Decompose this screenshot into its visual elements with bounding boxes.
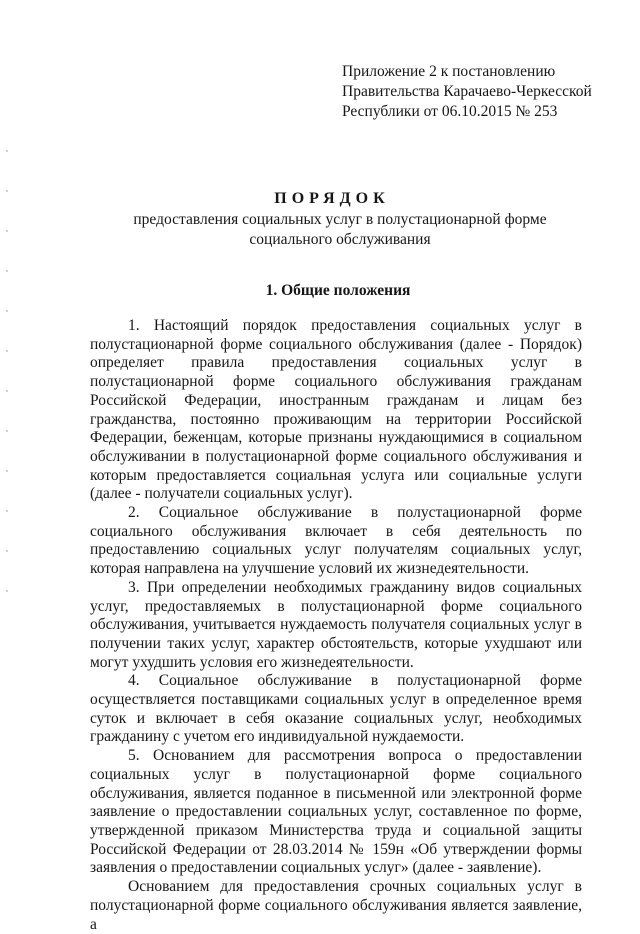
paragraph-6: Основанием для предоставления срочных социальных услуг в полустационарной форме социального обслуживания является заявление, а [90, 878, 582, 933]
paragraph-4: 4. Социальное обслуживание в полустационарной форме осуществляется поставщиками социальных услуг в определенное время суток и включает в себя оказание социальных услуг, необходимых гражданину с учетом его индивидуальной нуждаемости. [90, 672, 582, 746]
body-text [90, 317, 582, 934]
paragraph-1: 1. Настоящий порядок предоставления социальных услуг в полустационарной форме социального обслуживания (далее - Порядок) определяет правила предоставления социальных услуг в полустационарной форме социального обслуживания гражданам Российской Федерации, иностранным гражданам и лицам без гражданства, постоянно проживающим на территории Российской Федерации, беженцам, которые признаны нуждающимися в социальном обслуживании в полустационарной форме социального обслуживания и которым предоставляется социальная услуга или социальные услуги (далее - получатели социальных услуг). [90, 317, 582, 503]
appendix-line-1: Приложение 2 к постановлению [342, 63, 556, 80]
appendix-line-2: Правительства Карачаево-Черкесской [342, 83, 592, 100]
appendix-note [342, 62, 602, 122]
paragraph-2: 2. Социальное обслуживание в полустационарной форме социального обслуживания включает в себя деятельность по предоставлению социальных услуг получателям социальных услуг, которая направлена на улучшение условий их жизнедеятельности. [90, 504, 582, 578]
document-subtitle: предоставления социальных услуг в полустационарной форме социального обслуживания [133, 211, 547, 248]
section-heading: 1. Общие положения [265, 282, 411, 299]
scan-edge-marks [6, 150, 8, 600]
document-title: ПОРЯДОК [274, 190, 390, 207]
appendix-line-3: Республики от 06.10.2015 № 253 [342, 103, 558, 120]
paragraph-3: 3. При определении необходимых гражданину видов социальных услуг, предоставляемых в полустационарной форме социального обслуживания, учитывается нуждаемость получателя социальных услуг в получении таких услуг, характер обстоятельств, которые ухудшают или могут ухудшить условия его жизнедеятельности. [90, 578, 582, 671]
paragraph-5: 5. Основанием для рассмотрения вопроса о предоставлении социальных услуг в полустационарной форме социального обслуживания, является поданное в письменной или электронной форме заявление о предоставлении социальных услуг, составленное по форме, утвержденной приказом Министерства труда и социальной защиты Российской Федерации от 28.03.2014 № 159н «Об утверждении формы заявления о предоставлении социальных услуг» (далее - заявление). [90, 747, 582, 877]
